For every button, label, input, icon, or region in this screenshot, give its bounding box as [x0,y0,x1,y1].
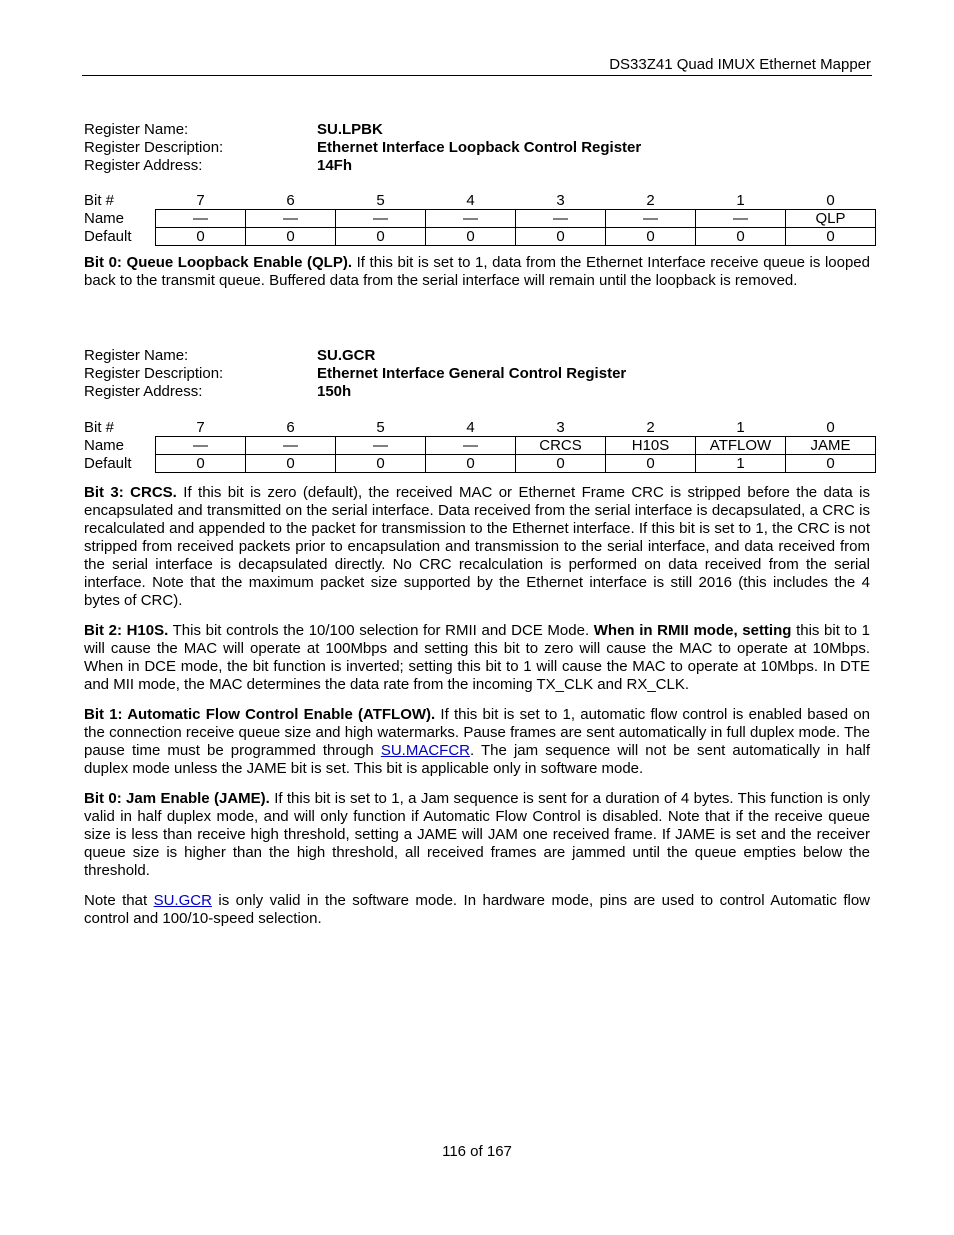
bit-default: 0 [426,228,516,246]
bit-number: 6 [286,419,295,436]
paragraph-text: is only valid in the software mode. In hardware mode, pins are used to control Automatic flow control and 100/10-speed selection. [84,892,871,927]
bit-name: — [336,437,426,455]
paragraph-text: If this bit is set to 1, automatic flow control is enabled based on the connection receive queue size and high watermarks. Pause frames are sent automatically in full duplex mode. The pause time must be programmed through [84,706,870,759]
bit-name: — [696,210,786,228]
link-su-gcr[interactable]: SU.GCR [153,892,212,909]
bit-number: 3 [556,192,565,209]
paragraph-heading: Bit 0: Queue Loopback Enable (QLP). [84,254,353,271]
register-info-gcr [84,347,626,401]
bit-name: — [516,210,606,228]
paragraph-text: this bit to 1 will cause the MAC will operate at 100Mbps and setting this bit to zero will cause the MAC to operate at 10Mbps. When in DCE mode, the bit function is inverted; setting this bit to 1 will cause the MAC to operate at 10Mbps. In DTE and MII mode, the MAC determines the data rate from the incoming TX_CLK and RX_CLK. [84,622,870,693]
bit-name: — [426,437,516,455]
bit-name: JAME [786,437,876,455]
bit-default: 0 [336,455,426,473]
default-row-label: Default [84,228,132,245]
register-address-label: Register Address: [84,383,203,400]
bit-default: 0 [786,228,876,246]
paragraph-heading: Bit 0: Jam Enable (JAME). [84,790,270,807]
paragraph-text: If this bit is zero (default), the received MAC or Ethernet Frame CRC is stripped before the data is encapsulated and transmitted on the serial interface. Data received from the serial interface is decapsulated, a CRC is recalculated and appended to the packet for transmission to the Ethernet interface. If this bit is set to 1, the CRC is not stripped from received packets prior to encapsulation and transmission to the serial interface, and data received from the serial interface is decapsulated directly. No CRC recalculation is performed on data received from the serial interface. Note that the maximum packet size supported by the Ethernet interface is still 2016 (this includes the 4 bytes of CRC). [84,484,870,609]
paragraph-text: If this bit is set to 1, data from the Ethernet Interface receive queue is looped back to the transmit queue. Buffered data from the serial interface will remain until the loopback is removed. [84,254,870,289]
paragraph-crcs [84,484,870,610]
bit-number: 2 [646,192,655,209]
bit-default: 0 [786,455,876,473]
paragraph-qlp [84,254,870,290]
paragraph-text: If this bit is set to 1, a Jam sequence is sent for a duration of 4 bytes. This function is only valid in half duplex mode, and will only function if Automatic Flow Control is disabled. Note that if the receive queue size is less than receive high threshold, setting a JAME will JAM one received frame. If JAME is set and the receiver queue size is higher than the high threshold, all received frames are jammed until the queue empties below the threshold. [84,790,870,879]
bit-name: ATFLOW [696,437,786,455]
paragraph-text: This bit controls the 10/100 selection for RMII and DCE Mode. [168,622,594,639]
paragraph-heading: Bit 1: Automatic Flow Control Enable (ATFLOW). [84,706,436,723]
bit-number: 6 [286,192,295,209]
bit-name: — [156,437,246,455]
bit-name: H10S [606,437,696,455]
bit-number: 5 [376,419,385,436]
bit-number: 0 [826,419,835,436]
bit-number: 0 [826,192,835,209]
bit-name: — [336,210,426,228]
paragraph-heading: Bit 2: H10S. [84,622,169,639]
paragraph-text: Note that [84,892,154,909]
bit-table-lpbk [83,192,876,246]
bit-row-label: Bit # [84,419,115,437]
bit-default: 0 [516,455,606,473]
bit-name: — [246,437,336,455]
register-address-value: 14Fh [317,157,353,174]
link-su-macfcr[interactable]: SU.MACFCR [380,742,471,759]
default-row-label: Default [84,455,132,472]
bit-default: 0 [246,455,336,473]
page-number: 116 of 167 [442,1143,512,1160]
paragraph-note [84,892,870,928]
bit-row-label: Bit # [84,192,115,210]
bit-default: 0 [246,228,336,246]
bit-table-gcr [83,419,876,473]
header-rule [82,75,872,76]
bit-name: — [246,210,336,228]
bit-default: 0 [606,228,696,246]
bit-default: 0 [426,455,516,473]
page-header-title: DS33Z41 Quad IMUX Ethernet Mapper [609,56,871,73]
bit-default: 0 [156,455,246,473]
bit-default: 0 [696,228,786,246]
register-info-lpbk [84,121,641,175]
bit-number: 1 [736,419,745,436]
name-row-label: Name [84,437,125,454]
paragraph-text: . The jam sequence will not be sent automatically in half duplex mode unless the JAME bit is set. This bit is applicable only in software mode. [84,742,870,777]
paragraph-jame [84,790,870,880]
register-description-value: Ethernet Interface Loopback Control Register [317,139,642,156]
bit-default: 0 [606,455,696,473]
paragraph-h10s [84,622,870,694]
bit-number: 7 [196,419,205,436]
register-name-value: SU.GCR [317,347,376,364]
bit-default: 0 [516,228,606,246]
register-name-label: Register Name: [84,347,189,364]
register-address-label: Register Address: [84,157,203,174]
bit-name: QLP [786,210,876,228]
bit-default: 0 [336,228,426,246]
bit-number: 1 [736,192,745,209]
register-name-label: Register Name: [84,121,189,138]
paragraph-heading: Bit 3: CRCS. [84,484,177,501]
bit-number: 5 [376,192,385,209]
register-address-value: 150h [317,383,352,400]
bit-name: — [156,210,246,228]
register-name-value: SU.LPBK [317,121,383,138]
bit-default: 0 [156,228,246,246]
bit-number: 2 [646,419,655,436]
bit-number: 4 [466,192,475,209]
register-description-value: Ethernet Interface General Control Register [317,365,627,382]
bit-name: — [426,210,516,228]
bit-number: 7 [196,192,205,209]
bit-name: CRCS [516,437,606,455]
register-description-label: Register Description: [84,365,224,382]
bit-number: 3 [556,419,565,436]
bit-default: 1 [696,455,786,473]
paragraph-emphasis: When in RMII mode, setting [593,622,792,639]
paragraph-atflow [84,706,870,778]
register-description-label: Register Description: [84,139,224,156]
name-row-label: Name [84,210,125,227]
bit-number: 4 [466,419,475,436]
bit-name: — [606,210,696,228]
